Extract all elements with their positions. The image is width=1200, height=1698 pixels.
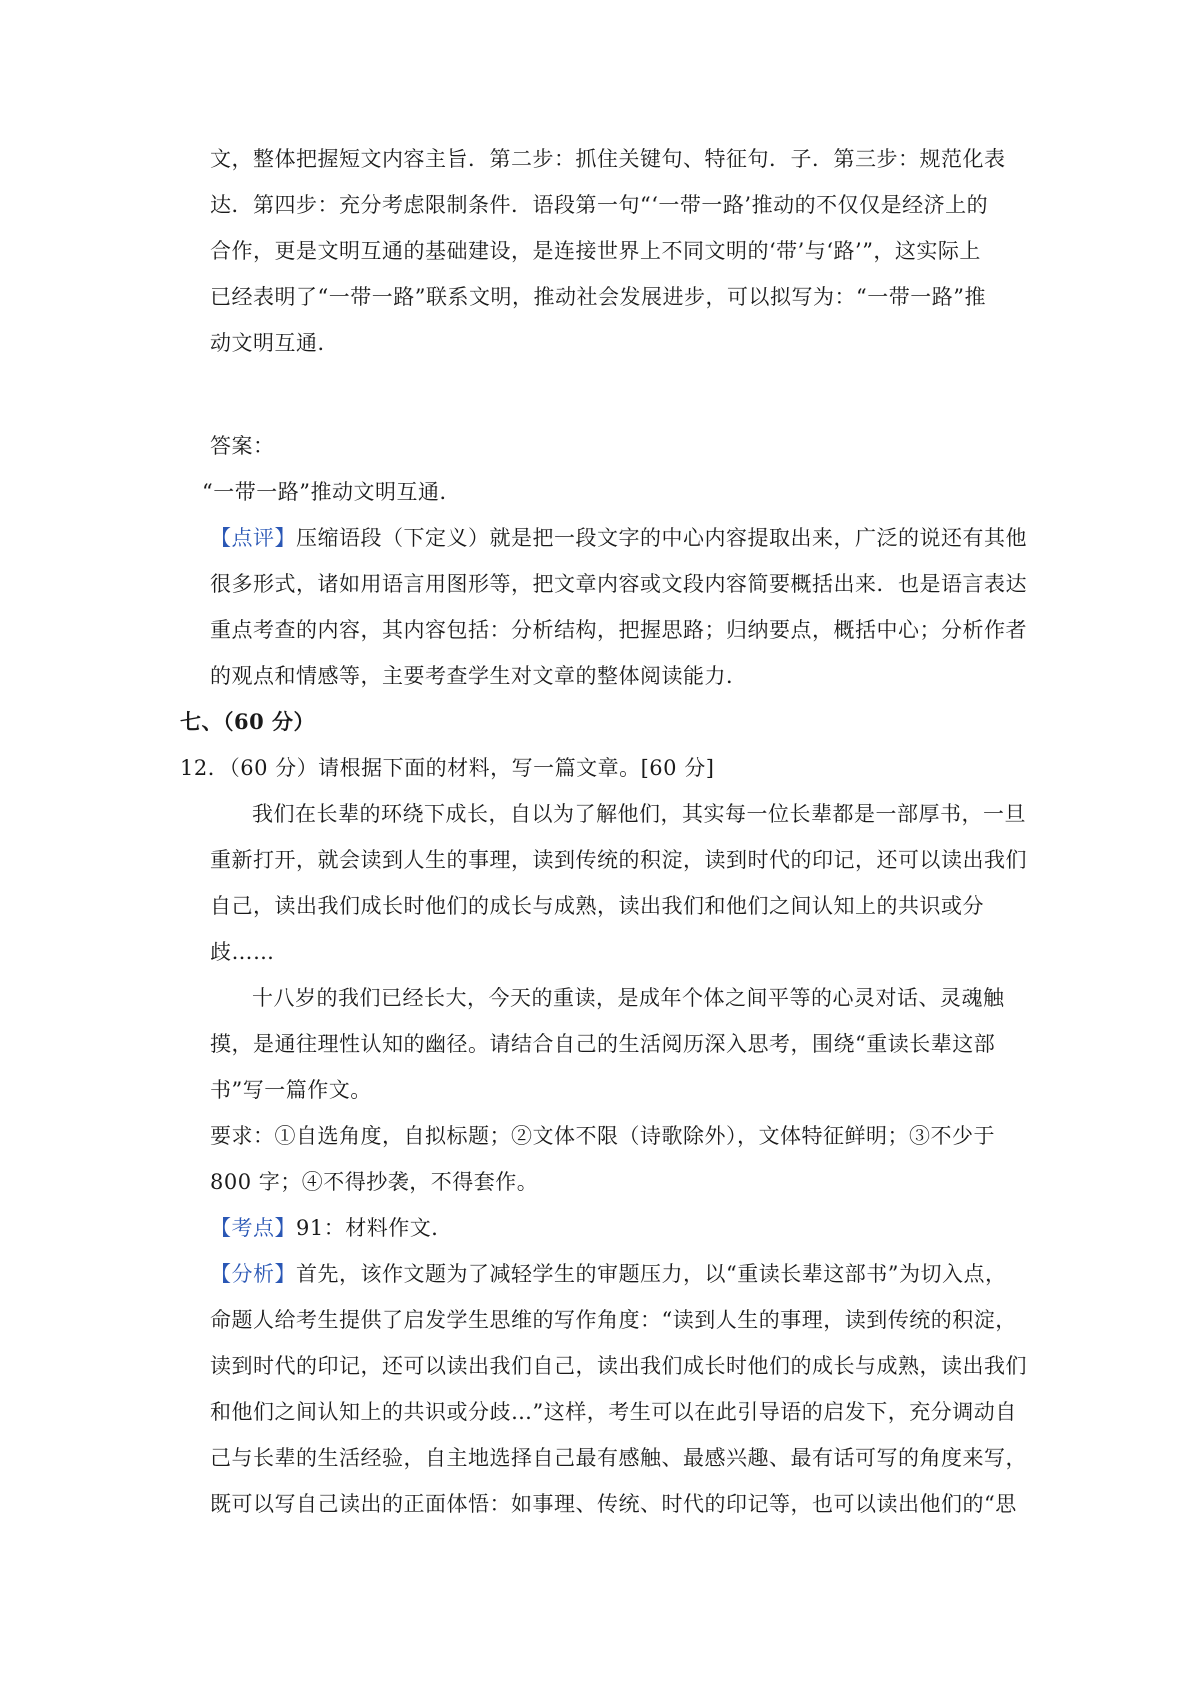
analysis-line: 达．第四步：充分考虑限制条件．语段第一句“‘一带一路’推动的不仅仅是经济上的	[210, 193, 989, 217]
fenxi-first-line	[210, 1259, 1006, 1289]
section-heading: 七、（60 分）	[180, 709, 316, 734]
analysis-line: 合作，更是文明互通的基础建设，是连接世界上不同文明的‘带’与‘路’”，这实际上	[210, 239, 981, 263]
material-line: 我们在长辈的环绕下成长，自以为了解他们，其实每一位长辈都是一部厚书，一旦	[252, 802, 1026, 826]
comment-tag: 【点评】	[210, 526, 296, 550]
material-line: 书”写一篇作文。	[210, 1078, 372, 1102]
fenxi-tag: 【分析】	[210, 1262, 296, 1286]
fenxi-line: 既可以写自己读出的正面体悟：如事理、传统、时代的印记等，也可以读出他们的“思	[210, 1492, 1017, 1516]
fenxi-line: 命题人给考生提供了启发学生思维的写作角度：“读到人生的事理，读到传统的积淀，	[210, 1308, 1017, 1332]
comment-line: 的观点和情感等，主要考查学生对文章的整体阅读能力．	[210, 664, 748, 688]
comment-first-line	[210, 523, 1027, 553]
analysis-line: 动文明互通．	[210, 331, 339, 355]
fenxi-line: 读到时代的印记，还可以读出我们自己，读出我们成长时他们的成长与成熟，读出我们	[210, 1354, 1027, 1378]
analysis-line: 已经表明了“一带一路”联系文明，推动社会发展进步，可以拟写为：“一带一路”推	[210, 285, 986, 309]
fenxi-text: 首先，该作文题为了减轻学生的审题压力，以“重读长辈这部书”为切入点，	[296, 1262, 1007, 1286]
answer-label: 答案：	[210, 434, 275, 458]
fenxi-line: 己与长辈的生活经验，自主地选择自己最有感触、最感兴趣、最有话可写的角度来写，	[210, 1446, 1027, 1470]
kaodian-line	[210, 1213, 453, 1243]
kaodian-tag: 【考点】	[210, 1216, 296, 1240]
material-line: 十八岁的我们已经长大，今天的重读，是成年个体之间平等的心灵对话、灵魂触	[252, 986, 1005, 1010]
question-stem: 12．（60 分）请根据下面的材料，写一篇文章。[60 分]	[180, 756, 715, 780]
answer-text: “一带一路”推动文明互通．	[202, 480, 461, 504]
material-line: 摸，是通往理性认知的幽径。请结合自己的生活阅历深入思考，围绕“重读长辈这部	[210, 1032, 996, 1056]
material-line: 重新打开，就会读到人生的事理，读到传统的积淀，读到时代的印记，还可以读出我们	[210, 848, 1027, 872]
analysis-line: 文，整体把握短文内容主旨．第二步：抓住关键句、特征句．子．第三步：规范化表	[210, 147, 1006, 171]
comment-text: 压缩语段（下定义）就是把一段文字的中心内容提取出来，广泛的说还有其他	[296, 526, 1027, 550]
comment-line: 很多形式，诸如用语言用图形等，把文章内容或文段内容简要概括出来．也是语言表达	[210, 572, 1027, 596]
requirements-line: 要求：①自选角度，自拟标题；②文体不限（诗歌除外），文体特征鲜明；③不少于	[210, 1124, 995, 1148]
material-line: 自己，读出我们成长时他们的成长与成熟，读出我们和他们之间认知上的共识或分	[210, 894, 984, 918]
kaodian-text: 91：材料作文．	[296, 1216, 453, 1240]
requirements-line: 800 字；④不得抄袭，不得套作。	[210, 1170, 539, 1194]
fenxi-line: 和他们之间认知上的共识或分歧…”这样，考生可以在此引导语的启发下，充分调动自	[210, 1400, 1017, 1424]
material-line: 歧……	[210, 940, 275, 964]
comment-line: 重点考查的内容，其内容包括：分析结构，把握思路；归纳要点，概括中心；分析作者	[210, 618, 1027, 642]
